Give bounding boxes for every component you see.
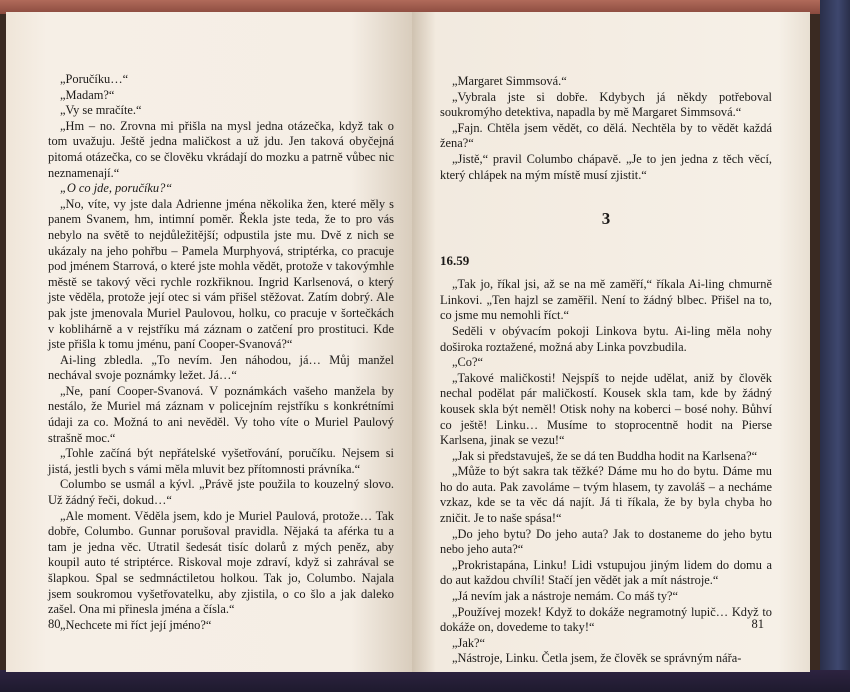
paragraph: „Co?“: [452, 355, 483, 370]
paragraph: „Používej mozek! Když to dokáže negramotný lupič… Když to dokáže on, dovedeme to taky!“: [440, 604, 772, 635]
right-page: [412, 12, 810, 672]
paragraph: „Ne, paní Cooper-Svanová. V poznámkách vašeho manžela by nestálo, že Muriel má záznam v policejním rejstříku s konkrétními údaji za co. Možná to ani nevěděl. Vy toho víte o Muriel Paulový strašně moc.“: [48, 383, 394, 445]
paragraph: „Tohle začíná být nepřátelské vyšetřování, poručíku. Nejsem si jistá, jestli bych s vámi měla mluvit bez přítomnosti právníka.“: [48, 446, 394, 476]
paragraph: „Poručíku…“: [60, 72, 129, 86]
paragraph: „Hm – no. Zrovna mi přišla na mysl jedna otázečka, když tak o tom uvažuju. Ještě jedna maličkost a už jdu. Jen taková obyčejná pitomá otázečka, co se člověku vkrádají do mozku a patrně vůbec nic neznamenají.“: [48, 118, 394, 180]
paragraph: „Vy se mračíte.“: [60, 103, 142, 118]
chapter-number: 3: [601, 209, 611, 229]
paragraph: „Nástroje, Linku. Četla jsem, že člověk se správným nářa-: [452, 651, 742, 666]
paragraph: „Tak jo, říkal jsi, až se na mě zaměří,“ říkala Ai-ling chmurně Linkovi. „Ten hajzl se zaměřil. Není to žádný blbec. Přišel na to, co jsme mu nemohli říct.“: [440, 277, 772, 323]
book-cover-bottom: [0, 670, 850, 692]
paragraph: „No, víte, vy jste dala Adrienne jména několika žen, které měly s panem Svanem, hm, intimní poměr. Řekla jste teda, že to pro vás nebylo na světě to nejdůležitější; odpustila jste mu. Dvě z nich se ukázaly na jeho pohřbu – Pamela Murphyová, striptérka, co pracuje pod jménem Starrová, o které jste mohla vědět, protože v takovýmhle městě se takový věci rychle rozkřiknou. Ingrid Karlsenová, o který jste věděla, protože její otec si vám přišel stěžovat. Zatím dobrý. Ale pak jste jmenovala Muriel Paulovou, holku, co pracuje v šortečkách v koblihárně a v rejstříku má záznam o zatčení pro prostituci. Kde jste přišla k tomu jménu, paní Cooper-Svanová?“: [48, 196, 394, 352]
paragraph: „Prokristapána, Linku! Lidi vstupujou jiným lidem do domu a do aut každou chvíli! Stačí jen vědět jak a mít nástroje.“: [440, 557, 772, 588]
paragraph: „Já nevím jak a nástroje nemám. Co máš ty?“: [452, 589, 679, 604]
paragraph: „Fajn. Chtěla jsem vědět, co dělá. Nechtěla by to vědět každá žena?“: [440, 120, 772, 151]
paragraph: „Vybrala jste si dobře. Kdybych já někdy potřeboval soukromýho detektiva, napadla by mě Margaret Simmsová.“: [440, 89, 772, 120]
paragraph: „Může to být sakra tak těžké? Dáme mu ho do bytu. Dáme mu ho do auta. Pak zavoláme – tvým hlasem, ty zavoláš – a necháme vzkaz, kde se ta věc dá najít. Já ti říkala, že by byla chyba ho zničit. Je to naše spása!“: [440, 464, 772, 526]
page-number-right: 81: [751, 617, 764, 631]
left-page: [6, 12, 412, 672]
paragraph: Seděli v obývacím pokoji Linkova bytu. Ai-ling měla nohy doširoka roztažené, možná aby Linka povzbudila.: [440, 323, 772, 354]
paragraph: „Do jeho bytu? Do jeho auta? Jak to dostaneme do jeho bytu nebo jeho auta?“: [440, 526, 772, 557]
paragraph: „Takové maličkosti! Nejspíš to nejde udělat, aniž by člověk nechal podělat pár maličkostí. Kousek skla tam, kde by žádný kousek skla být neměl! Otisk nohy na koberci – bosé nohy. Bůhví co ještě! Linku… Musíme to stoprocentně hodit na Pierse Karlsena, jinak se vezu!“: [440, 370, 772, 448]
paragraph: Ai-ling zbledla. „To nevím. Jen náhodou, já… Můj manžel nechával svoje poznámky ležet. Já…“: [48, 352, 394, 383]
paragraph: „Madam?“: [60, 87, 115, 102]
right-page-text-top: [440, 74, 772, 183]
paragraph: „Margaret Simmsová.“: [452, 74, 567, 88]
time-heading: 16.59: [440, 253, 470, 269]
paragraph: „Nechcete mi říct její jméno?“: [60, 617, 212, 632]
book-cover-right: [820, 0, 850, 692]
paragraph: „Jistě,“ pravil Columbo chápavě. „Je to jen jedna z těch věcí, který chlápek na mým místě musí zjistit.“: [440, 151, 772, 182]
paragraph: „O co jde, poručíku?“: [60, 181, 173, 196]
page-number-left: 80: [48, 617, 61, 631]
paragraph: „Jak si představuješ, že se dá ten Buddha hodit na Karlsena?“: [452, 448, 758, 463]
right-page-text-body: [440, 277, 772, 667]
left-page-text: [48, 72, 394, 633]
paragraph: „Jak?“: [452, 635, 486, 650]
paragraph: Columbo se usmál a kývl. „Právě jste použila to kouzelný slovo. Už žádný řeči, dokud…“: [48, 477, 394, 508]
paragraph: „Ale moment. Věděla jsem, kdo je Muriel Paulová, protože… Tak dobře, Columbo. Gunnar porušoval pravidla. Nějaká ta aférka tu a tam je jedna věc. Utratil šedesát tisíc dolarů z mých peněz, aby koupil auto té striptérce. Riskoval moje zdraví, když si zahrával se šlapkou. Spal se sedmnáctiletou holkou. Tak jo, Columbo. Najala jsem soukromou vyšetřovatelku, aby zjistila, o co šlo a jak daleko zašel. Ona mi přinesla jména a čísla.“: [48, 508, 394, 617]
